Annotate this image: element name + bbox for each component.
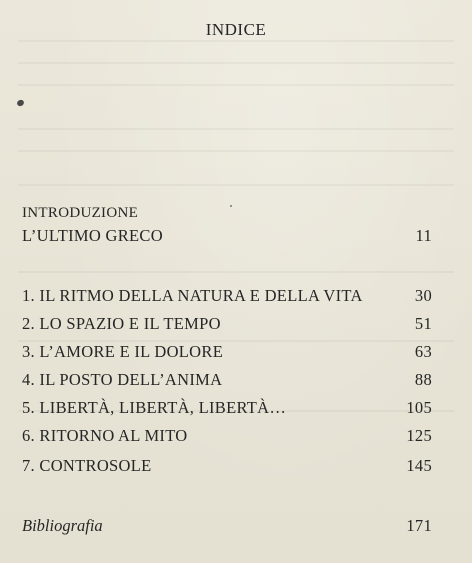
toc-entry-title: 4. IL POSTO DELL’ANIMA — [22, 370, 223, 389]
toc-entry-title: 3. L’AMORE E IL DOLORE — [22, 342, 224, 361]
toc-entry-title: 7. CONTROSOLE — [22, 456, 152, 475]
toc-entry-title: L’ULTIMO GRECO — [22, 226, 163, 245]
toc-entry-title: 1. IL RITMO DELLA NATURA E DELLA VITA — [22, 286, 363, 305]
toc-entry-title: Bibliografia — [22, 516, 103, 535]
toc-entry-title: 5. LIBERTÀ, LIBERTÀ, LIBERTÀ… — [22, 398, 287, 417]
toc-page-number: 11 — [415, 226, 432, 245]
toc-page-number: 171 — [406, 516, 432, 535]
toc-page-number: 63 — [414, 342, 432, 361]
ink-speck — [16, 99, 25, 107]
toc-page-number: 51 — [414, 314, 432, 333]
toc-entry-chapter-4[interactable] — [22, 370, 432, 394]
toc-page-number: 145 — [406, 456, 432, 475]
ink-speck — [230, 205, 232, 207]
toc-page-number: 88 — [414, 370, 432, 389]
page-title: INDICE — [205, 20, 267, 39]
bleed-through-line — [18, 150, 454, 152]
toc-entry-chapter-5[interactable] — [22, 398, 432, 422]
toc-entry-chapter-3[interactable] — [22, 342, 432, 366]
toc-entry-chapter-2[interactable] — [22, 314, 432, 338]
bleed-through-line — [18, 40, 454, 42]
toc-entry-title: 6. RITORNO AL MITO — [22, 426, 188, 445]
toc-entry-chapter-7[interactable] — [22, 456, 432, 480]
bleed-through-line — [18, 84, 454, 86]
toc-page-number: 125 — [406, 426, 432, 445]
bleed-through-line — [18, 128, 454, 130]
bleed-through-line — [18, 271, 454, 273]
toc-entry-chapter-1[interactable] — [22, 286, 432, 310]
bleed-through-line — [18, 62, 454, 64]
bleed-through-line — [18, 184, 454, 186]
toc-entry-chapter-6[interactable] — [22, 426, 432, 450]
introduction-section-label: INTRODUZIONE — [22, 205, 139, 221]
toc-entry-title: 2. LO SPAZIO E IL TEMPO — [22, 314, 221, 333]
toc-entry-introduction[interactable] — [22, 226, 432, 250]
toc-page-number: 105 — [406, 398, 432, 417]
toc-page-number: 30 — [414, 286, 432, 305]
toc-entry-bibliography[interactable] — [22, 516, 432, 540]
